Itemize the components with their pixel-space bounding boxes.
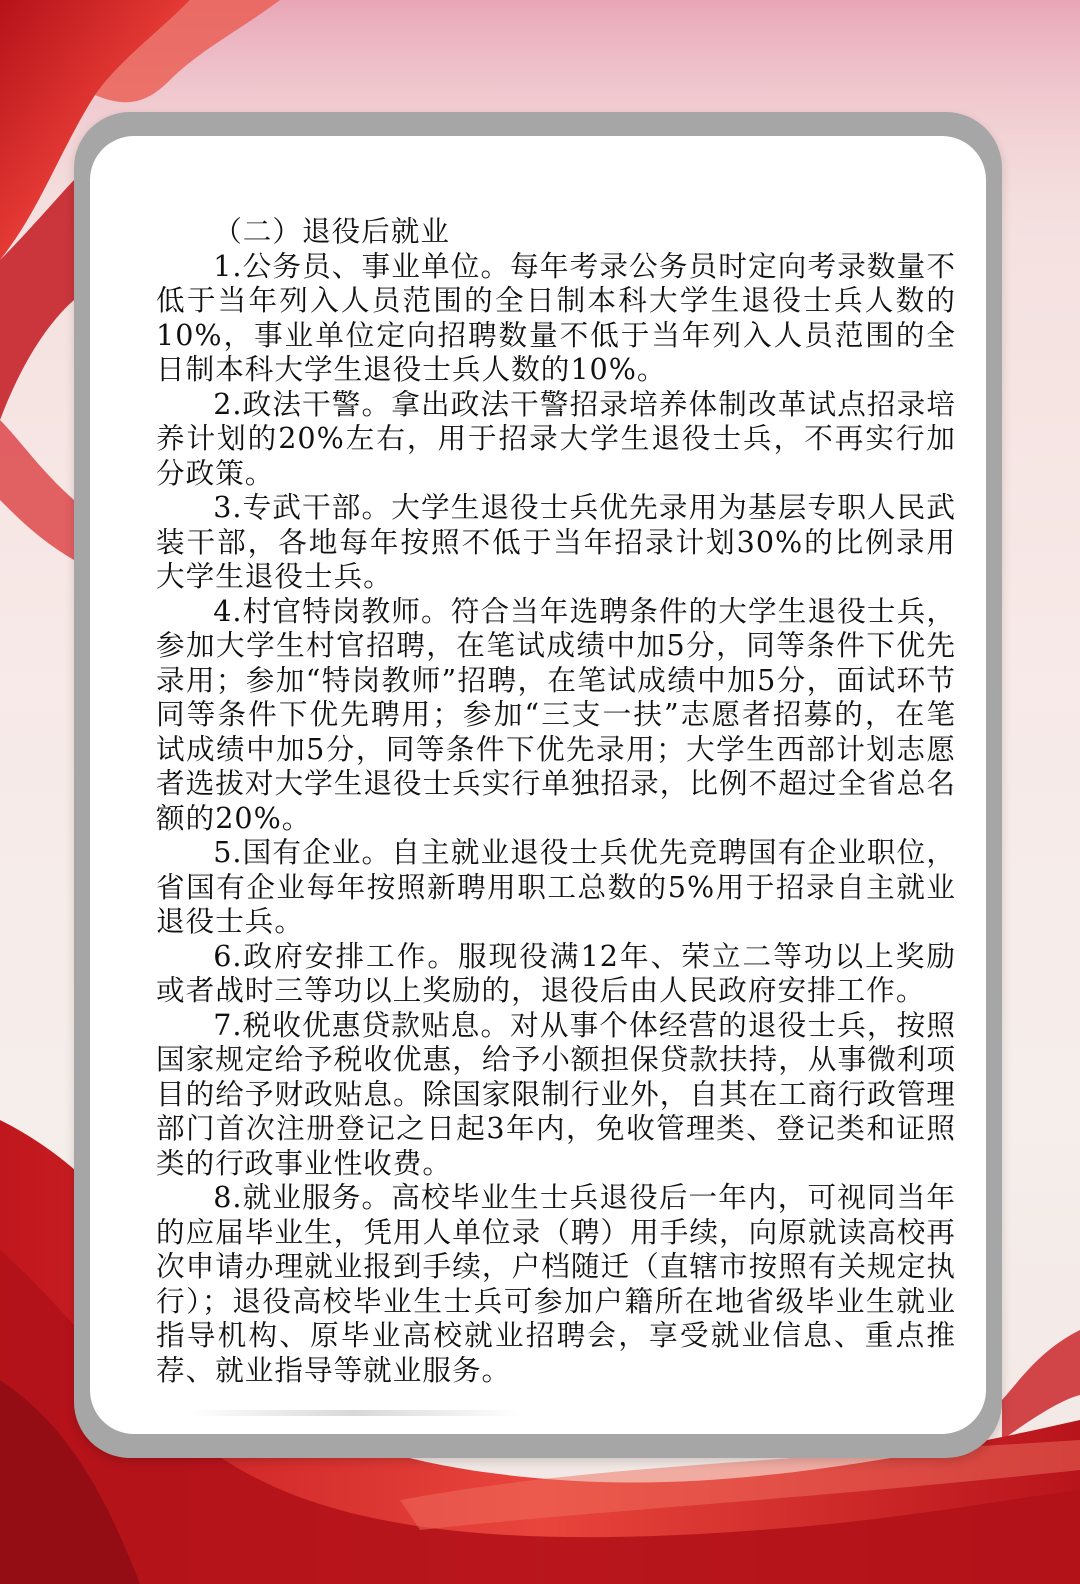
document-body — [156, 214, 956, 1387]
section-heading: （二）退役后就业 — [213, 214, 450, 248]
content-card-inner — [90, 136, 986, 1434]
paragraph-village-teacher: 4.村官特岗教师。符合当年选聘条件的大学生退役士兵，参加大学生村官招聘，在笔试成绩中加5分，同等条件下优先录用；参加“特岗教师”招聘，在笔试成绩中加5分，面试环节同等条件下优先聘用；参加“三支一扶”志愿者招募的，在笔试成绩中加5分，同等条件下优先录用；大学生西部计划志愿者选拔对大学生退役士兵实行单独招录，比例不超过全省总名额的20%。 — [156, 593, 956, 835]
paragraph-tax-loan: 7.税收优惠贷款贴息。对从事个体经营的退役士兵，按照国家规定给予税收优惠，给予小额担保贷款扶持，从事微利项目的给予财政贴息。除国家限制行业外，自其在工商行政管理部门首次注册登记之日起3年内，免收管理类、登记类和证照类的行政事业性收费。 — [156, 1007, 956, 1180]
content-card — [74, 112, 1002, 1458]
paragraph-civil-servant: 1.公务员、事业单位。每年考录公务员时定向考录数量不低于当年列入人员范围的全日制本科大学生退役士兵人数的10%，事业单位定向招聘数量不低于当年列入人员范围的全日制本科大学生退役士兵人数的10%。 — [156, 248, 956, 386]
paragraph-police: 2.政法干警。拿出政法干警招录培养体制改革试点招录培养计划的20%左右，用于招录大学生退役士兵，不再实行加分政策。 — [156, 386, 956, 490]
paragraph-state-enterprise: 5.国有企业。自主就业退役士兵优先竞聘国有企业职位，省国有企业每年按照新聘用职工总数的5%用于招录自主就业退役士兵。 — [156, 835, 956, 938]
paragraph-government-job: 6.政府安排工作。服现役满12年、荣立二等功以上奖励或者战时三等功以上奖励的，退役后由人民政府安排工作。 — [156, 938, 956, 1007]
paragraph-armed-cadre: 3.专武干部。大学生退役士兵优先录用为基层专职人民武装干部，各地每年按照不低于当年招录计划30%的比例录用大学生退役士兵。 — [156, 490, 956, 593]
bottom-smudge — [190, 1410, 520, 1416]
paragraph-employment-service: 8.就业服务。高校毕业生士兵退役后一年内，可视同当年的应届毕业生，凭用人单位录（聘）用手续，向原就读高校再次申请办理就业报到手续，户档随迁（直辖市按照有关规定执行）；退役高校毕业生士兵可参加户籍所在地省级毕业生就业指导机构、原毕业高校就业招聘会，享受就业信息、重点推荐、就业指导等就业服务。 — [156, 1180, 956, 1387]
